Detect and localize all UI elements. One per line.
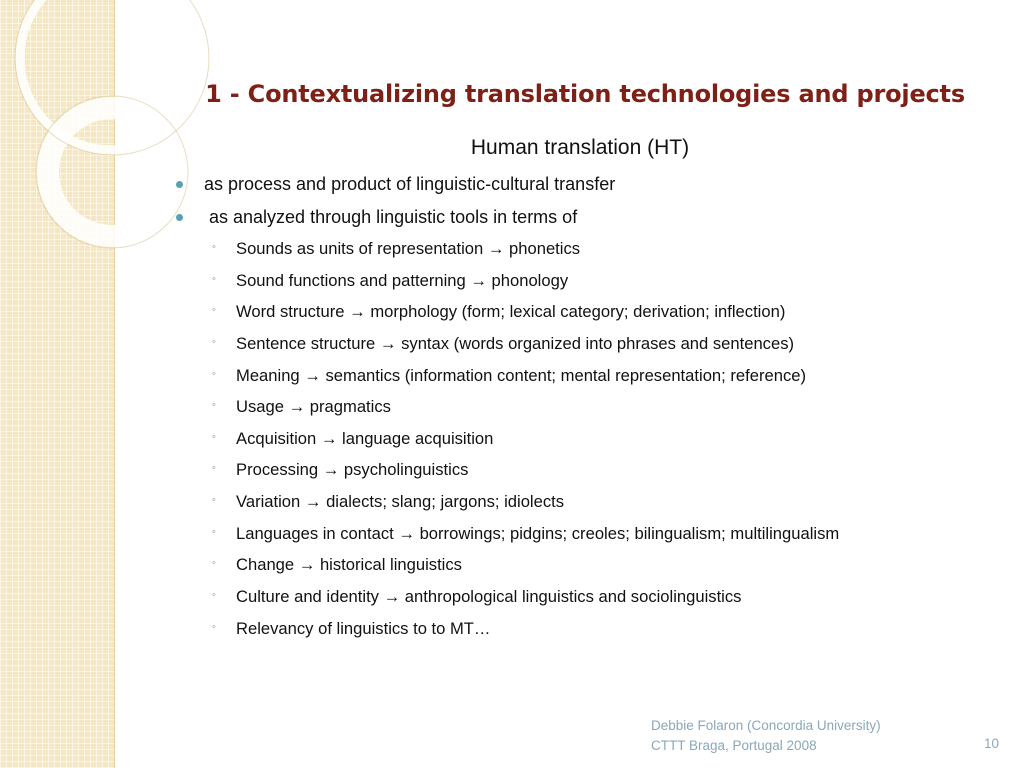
footer-credit (651, 716, 881, 756)
sub-list-item (212, 397, 391, 417)
slide-title: 1 - Contextualizing translation technologies and projects (205, 80, 965, 108)
hollow-bullet-icon: ◦ (212, 431, 216, 443)
sub-list-item (212, 239, 581, 259)
decorative-ring-large (20, 0, 204, 150)
hollow-bullet-icon: ◦ (212, 621, 216, 633)
hollow-bullet-icon: ◦ (212, 589, 216, 601)
hollow-bullet-icon: ◦ (212, 462, 216, 474)
sub-list-item-text: Processing → psycholinguistics (236, 460, 469, 479)
sub-list-item-text: Word structure → morphology (form; lexical category; derivation; inflection) (236, 302, 786, 321)
sub-list-item-text: Culture and identity → anthropological linguistics and sociolinguistics (236, 587, 742, 606)
sub-list-item-text: Sound functions and patterning → phonology (236, 271, 569, 290)
bullet-dot-icon (176, 214, 183, 221)
sub-list-item (212, 587, 742, 607)
sub-list-item-text: Variation → dialects; slang; jargons; idiolects (236, 492, 565, 511)
sub-list-item (212, 334, 795, 354)
sub-list-item-text: Sentence structure → syntax (words organized into phrases and sentences) (236, 334, 795, 353)
hollow-bullet-icon: ◦ (212, 304, 216, 316)
sub-list-item (212, 302, 786, 322)
sub-list-item (212, 524, 840, 544)
list-item-text: as process and product of linguistic-cultural transfer (204, 174, 616, 194)
footer-author: Debbie Folaron (Concordia University) (651, 718, 881, 733)
sub-list-item (212, 619, 491, 639)
sub-list-item (212, 271, 569, 291)
list-item (204, 207, 577, 228)
list-item-text: as analyzed through linguistic tools in terms of (204, 207, 578, 227)
sub-list-item (212, 555, 462, 575)
sub-list-item (212, 429, 494, 449)
sub-list-item-text: Usage → pragmatics (236, 397, 391, 416)
sub-list-item-text: Acquisition → language acquisition (236, 429, 494, 448)
sub-list-item (212, 460, 469, 480)
slide-subtitle: Human translation (HT) (470, 136, 690, 159)
hollow-bullet-icon: ◦ (212, 494, 216, 506)
page-number: 10 (984, 736, 1000, 751)
list-item (204, 174, 615, 195)
sub-list-item-text: Relevancy of linguistics to to MT… (236, 619, 491, 638)
hollow-bullet-icon: ◦ (212, 368, 216, 380)
hollow-bullet-icon: ◦ (212, 241, 216, 253)
decorative-ring-small (48, 108, 176, 236)
sub-list-item (212, 366, 806, 386)
sub-list-item-text: Sounds as units of representation → phonetics (236, 239, 581, 258)
hollow-bullet-icon: ◦ (212, 557, 216, 569)
sub-list-item-text: Languages in contact → borrowings; pidgins; creoles; bilingualism; multilingualism (236, 524, 840, 543)
sub-list-item (212, 492, 565, 512)
bullet-dot-icon (176, 181, 183, 188)
sub-list-item-text: Meaning → semantics (information content; mental representation; reference) (236, 366, 806, 385)
hollow-bullet-icon: ◦ (212, 273, 216, 285)
hollow-bullet-icon: ◦ (212, 336, 216, 348)
hollow-bullet-icon: ◦ (212, 526, 216, 538)
sub-list-item-text: Change → historical linguistics (236, 555, 462, 574)
hollow-bullet-icon: ◦ (212, 399, 216, 411)
footer-event: CTTT Braga, Portugal 2008 (651, 738, 817, 753)
